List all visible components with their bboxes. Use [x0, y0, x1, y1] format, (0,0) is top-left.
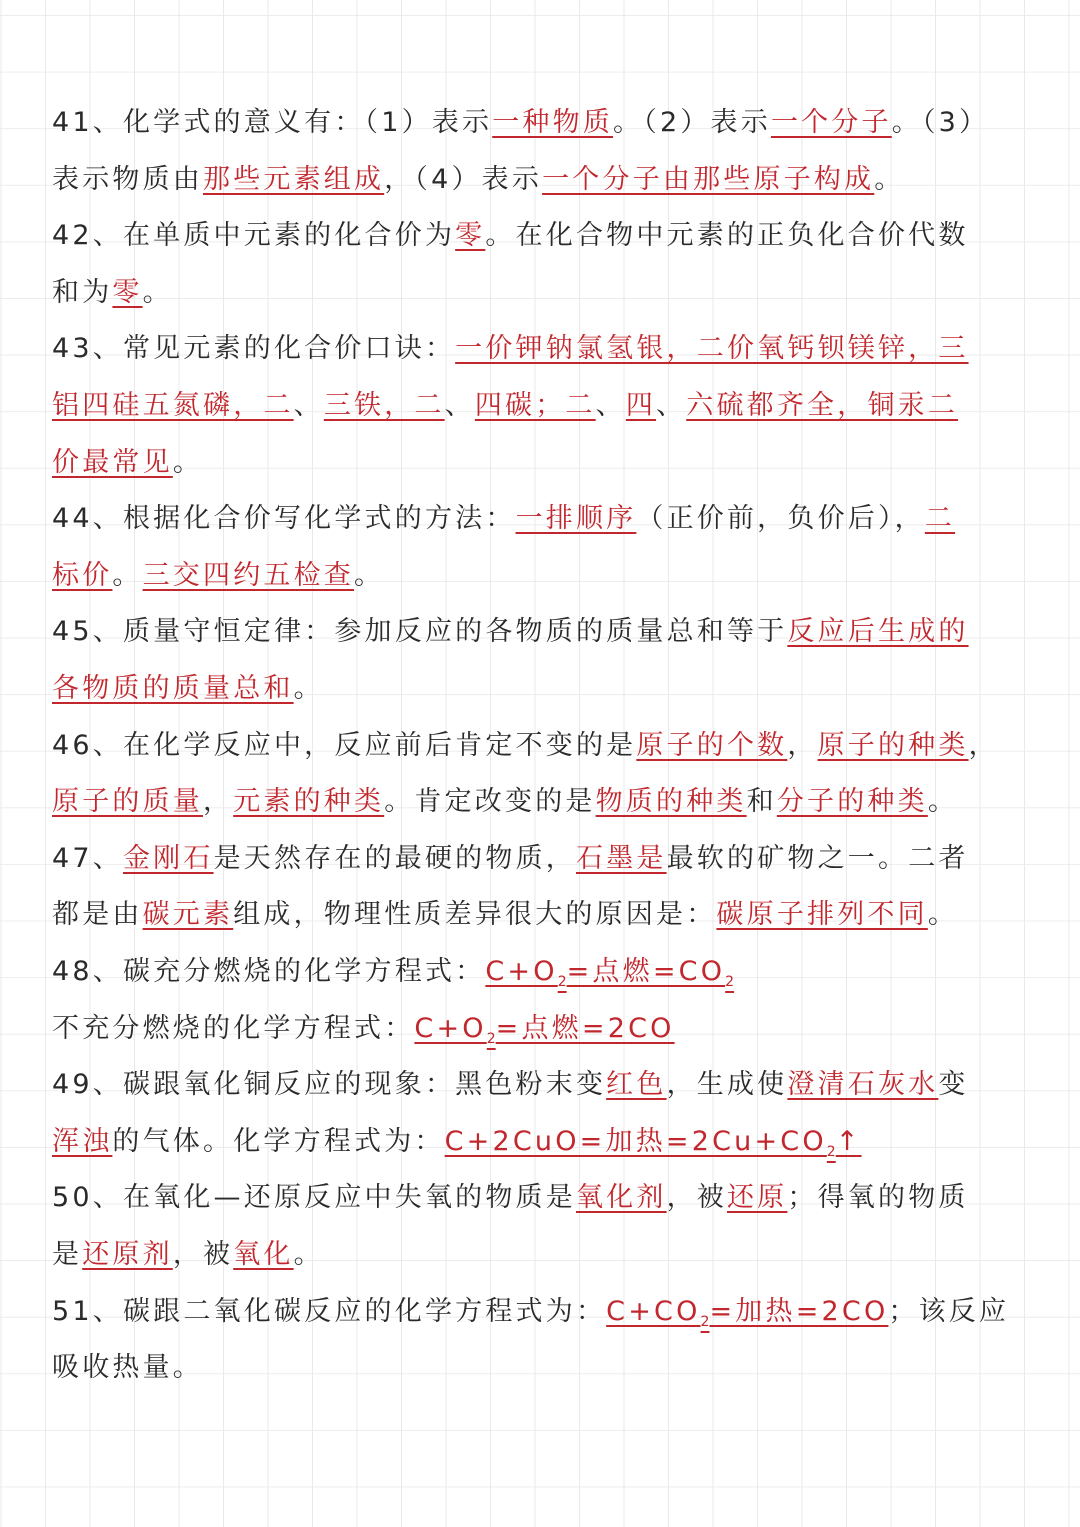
text-line: [52, 661, 1027, 717]
body-text: 。: [142, 276, 173, 308]
text-line: [52, 944, 1027, 1000]
answer-text: 分子的种类: [776, 786, 928, 818]
answer-text: 还原剂: [82, 1239, 173, 1270]
answer-text: ↑: [835, 1125, 862, 1157]
body-text: 51、碳跟二氧化碳反应的化学方程式为：: [52, 1295, 607, 1327]
answer-text: 四: [625, 390, 657, 421]
answer-text: 碳元素: [142, 899, 234, 931]
answer-text: 碳原子排列不同: [716, 899, 928, 931]
text-line: [52, 831, 1027, 887]
body-text: 不充分燃烧的化学方程式：: [52, 1012, 415, 1044]
text-line: [52, 1340, 1027, 1396]
answer-text: 金刚石: [122, 842, 214, 874]
text-line: [52, 491, 1027, 547]
answer-text: 那些元素组成: [203, 163, 385, 195]
text-line: [52, 265, 1027, 321]
answer-text: 各物质的质量总和: [52, 673, 294, 704]
text-line: [52, 1114, 1027, 1170]
text-line: [52, 604, 1027, 660]
body-text: 48、碳充分燃烧的化学方程式：: [52, 956, 486, 987]
answer-text: 物质的种类: [595, 786, 747, 818]
text-line: [52, 887, 1027, 943]
answer-text: 标价: [52, 559, 113, 591]
answer-text: 三交四约五检查: [142, 559, 355, 591]
body-text: 和为: [52, 276, 113, 308]
text-line: [52, 435, 1027, 491]
answer-text: 价最常见: [52, 446, 173, 478]
answer-text: 一个分子由那些原子构成: [542, 163, 875, 195]
answer-text: 零: [112, 276, 143, 308]
answer-text: C+O: [485, 956, 558, 987]
body-text: 是天然存在的最硬的物质，: [213, 842, 576, 874]
text-line: [52, 1001, 1027, 1057]
body-text: 49、碳跟氧化铜反应的现象：黑色粉末变: [52, 1069, 607, 1101]
text-line: [52, 548, 1027, 604]
answer-text: 反应后生成的: [787, 616, 969, 648]
body-text: 和: [746, 786, 777, 818]
answer-text: 零: [455, 220, 486, 252]
body-text: 组成，物理性质差异很大的原因是：: [233, 899, 717, 931]
body-text: 变: [938, 1069, 969, 1101]
body-text: 都是由: [52, 899, 143, 931]
body-text: 最软的矿物之一。二者: [666, 842, 969, 874]
body-text: 。（3）: [891, 107, 990, 138]
body-text: 。在化合物中元素的正负化合价代数: [485, 220, 969, 252]
body-text: 46、在化学反应中，反应前后肯定不变的是: [52, 729, 637, 761]
answer-text: 还原: [726, 1182, 788, 1214]
answer-text: 原子的种类: [817, 729, 969, 761]
body-text: ，（4）表示: [384, 163, 543, 195]
text-line: [52, 378, 1027, 434]
body-text: ；得氧的物质: [787, 1182, 969, 1214]
body-text: 、: [444, 390, 475, 421]
body-text: 45、质量守恒定律：参加反应的各物质的质量总和等于: [52, 616, 788, 648]
answer-text: 浑浊: [52, 1125, 113, 1157]
body-text: ，: [203, 786, 234, 818]
body-text: 表示物质由: [52, 163, 203, 195]
body-text: 。肯定改变的是: [384, 786, 596, 818]
body-text: 。: [927, 899, 959, 931]
answer-text: 一排顺序: [515, 503, 637, 535]
body-text: 的气体。化学方程式为：: [112, 1125, 445, 1157]
body-text: 。: [874, 163, 905, 195]
answer-text: =点燃=2CO: [495, 1012, 675, 1044]
text-line: [52, 718, 1027, 774]
answer-text: 2: [557, 974, 567, 990]
answer-text: 原子的个数: [636, 729, 788, 761]
text-line: [52, 1227, 1027, 1283]
body-text: （正价前，负价后），: [636, 503, 925, 535]
body-text: 50、在氧化—还原反应中失氧的物质是: [52, 1182, 576, 1214]
text-line: [52, 152, 1027, 208]
answer-text: 澄清石灰水: [787, 1069, 939, 1101]
body-text: 、: [293, 390, 324, 421]
answer-text: =点燃=CO: [566, 956, 726, 987]
body-text: ，: [787, 729, 818, 761]
body-text: 。: [293, 1239, 324, 1270]
body-text: 47、: [52, 842, 123, 874]
answer-text: 2: [826, 1143, 836, 1160]
body-text: ，被: [172, 1239, 234, 1270]
body-text: 。: [354, 559, 385, 591]
body-text: 。: [927, 786, 959, 818]
answer-text: 氧化剂: [575, 1182, 667, 1214]
answer-text: 铝四硅五氮磷，二: [52, 390, 294, 421]
answer-text: 原子的质量: [52, 786, 203, 818]
body-text: ，被: [666, 1182, 727, 1214]
body-text: 42、在单质中元素的化合价为: [52, 220, 456, 252]
body-text: 。: [293, 673, 324, 704]
body-text: ；该反应: [888, 1295, 1010, 1327]
text-line: [52, 95, 1027, 151]
text-line: [52, 208, 1027, 264]
body-text: 吸收热量。: [52, 1352, 203, 1384]
body-text: 41、化学式的意义有：（1）表示: [52, 107, 493, 138]
body-text: ，生成使: [666, 1069, 788, 1101]
answer-text: 氧化: [233, 1239, 294, 1270]
body-text: 、: [656, 390, 687, 421]
body-text: 。: [172, 446, 204, 478]
answer-text: 二: [924, 503, 956, 535]
answer-text: 2: [700, 1313, 710, 1330]
answer-text: 元素的种类: [233, 786, 385, 818]
body-text: 、: [595, 390, 626, 421]
answer-text: 一价钾钠氯氢银，二价氧钙钡镁锌，三: [455, 333, 969, 365]
answer-text: C+CO: [606, 1295, 701, 1327]
answer-text: 石墨是: [575, 842, 667, 874]
answer-text: C+2CuO=加热=2Cu+CO: [444, 1125, 827, 1157]
answer-text: 六硫都齐全，铜汞二: [686, 390, 959, 421]
answer-text: 2: [486, 1030, 496, 1047]
answer-text: 红色: [606, 1069, 667, 1101]
text-line: [52, 321, 1027, 377]
text-line: [52, 1057, 1027, 1113]
text-line: [52, 774, 1027, 830]
text-line: [52, 1284, 1027, 1340]
answer-text: 四碳；二: [474, 390, 596, 421]
answer-text: =加热=2CO: [709, 1295, 889, 1327]
body-text: 。（2）表示: [613, 107, 771, 138]
body-text: 。: [112, 559, 143, 591]
text-line: [52, 1170, 1027, 1226]
answer-text: C+O: [414, 1012, 487, 1044]
answer-text: 一个分子: [770, 107, 892, 138]
answer-text: 2: [725, 974, 735, 990]
answer-text: 三铁，二: [323, 390, 445, 421]
answer-text: 一种物质: [492, 107, 614, 138]
body-text: ，: [968, 729, 999, 761]
body-text: 43、常见元素的化合价口诀：: [52, 333, 456, 365]
body-text: 44、根据化合价写化学式的方法：: [52, 503, 516, 535]
body-text: 是: [52, 1239, 83, 1270]
